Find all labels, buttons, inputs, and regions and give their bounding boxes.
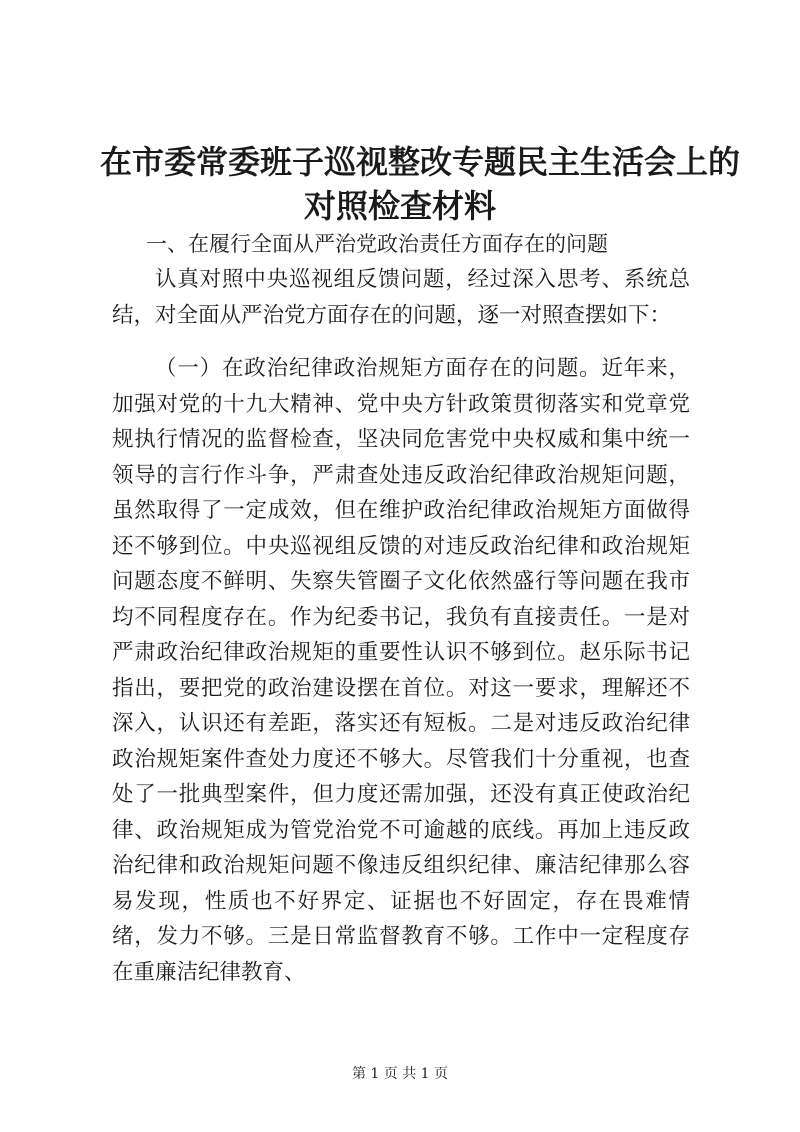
paragraph-political-discipline: （一）在政治纪律政治规矩方面存在的问题。近年来，加强对党的十九大精神、党中央方针政策贯彻落实和党章党规执行情况的监督检查，坚决同危害党中央权威和集中统一领导的言行作斗争，严肃查处违反政治纪律政治规矩问题，虽然取得了一定成效，但在维护政治纪律政治规矩方面做得还不够到位。中央巡视组反馈的对违反政治纪律和政治规矩问题态度不鲜明、失察失管圈子文化依然盛行等问题在我市均不同程度存在。作为纪委书记，我负有直接责任。一是对严肃政治纪律政治规矩的重要性认识不够到位。赵乐际书记指出，要把党的政治建设摆在首位。对这一要求，理解还不深入，认识还有差距，落实还有短板。二是对违反政治纪律政治规矩案件查处力度还不够大。尽管我们十分重视，也查处了一批典型案件，但力度还需加强，还没有真正使政治纪律、政治规矩成为管党治党不可逾越的底线。再加上违反政治纪律和政治规矩问题不像违反组织纪律、廉洁纪律那么容易发现，性质也不好界定、证据也不好固定，存在畏难情绪，发力不够。三是日常监督教育不够。工作中一定程度存在重廉洁纪律教育、 [112, 356, 690, 985]
paragraph-intro: 认真对照中央巡视组反馈问题，经过深入思考、系统总结，对全面从严治党方面存在的问题，逐一对照查摆如下： [112, 267, 690, 328]
document-title-line-1: 在市委常委班子巡视整改专题民主生活会上的 [100, 143, 741, 181]
page-number-footer: 第 1 页 共 1 页 [351, 1066, 449, 1082]
document-title-line-2: 对照检查材料 [303, 187, 496, 225]
section-heading: 一、在履行全面从严治党政治责任方面存在的问题 [146, 232, 608, 256]
